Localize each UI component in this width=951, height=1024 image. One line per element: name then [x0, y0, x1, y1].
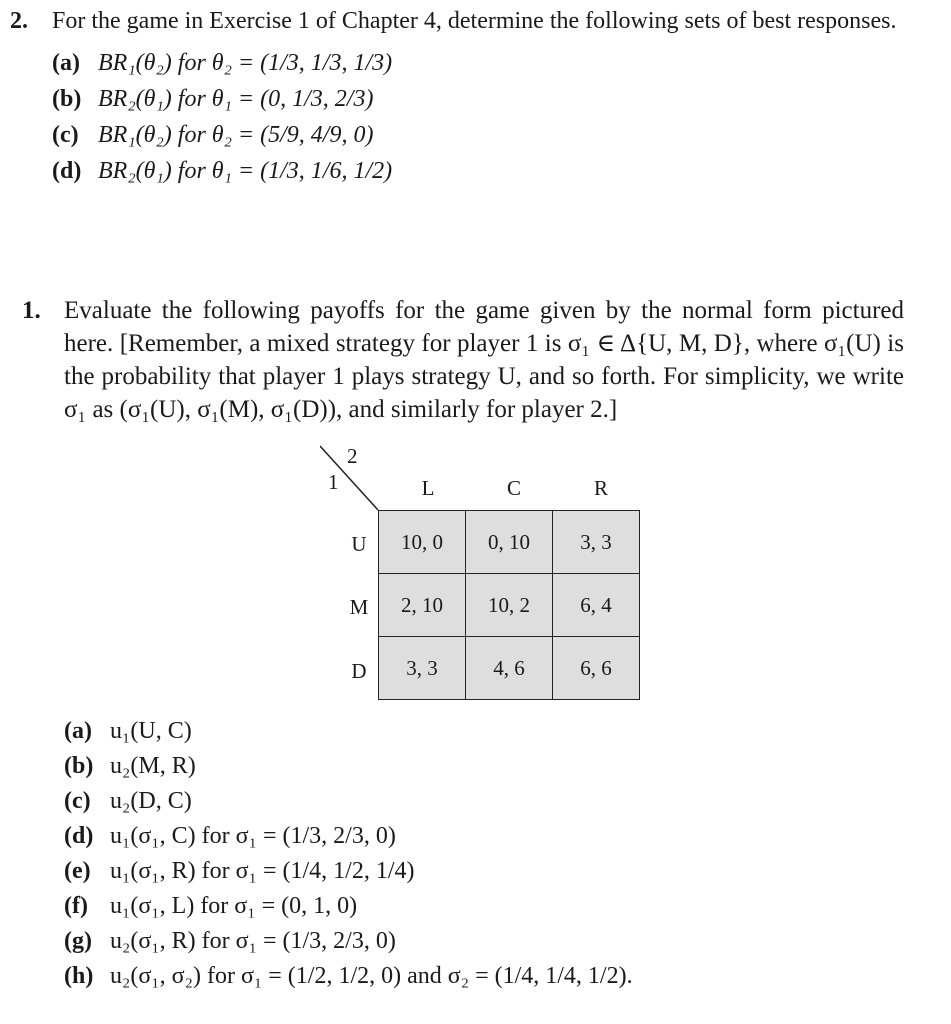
part-label: (f) — [64, 893, 88, 919]
payoff-row-d — [379, 637, 640, 700]
part-label: (c) — [64, 788, 91, 814]
part-text: u₂(D, C) — [110, 788, 192, 814]
problem-2-parts — [52, 45, 930, 189]
row-header-m: M — [349, 595, 369, 619]
problem-1-number: 1. — [22, 297, 41, 324]
problem-1-part — [64, 819, 633, 854]
payoff-cell: 0, 10 — [466, 511, 553, 574]
problem-1-part — [64, 784, 633, 819]
column-header-c: C — [506, 476, 521, 500]
part-text: BR₂(θ₁) for θ₁ = (0, 1/3, 2/3) — [98, 86, 374, 112]
part-label: (a) — [64, 718, 92, 744]
problem-1-part — [64, 714, 633, 749]
row-header-d: D — [351, 659, 367, 683]
payoff-cell: 3, 3 — [553, 511, 640, 574]
part-text: u₁(σ₁, L) for σ₁ = (0, 1, 0) — [110, 893, 358, 919]
problem-2-part — [52, 153, 930, 189]
part-label: (c) — [52, 122, 79, 148]
problem-1-part — [64, 889, 633, 924]
part-text: BR₁(θ₂) for θ₂ = (1/3, 1/3, 1/3) — [98, 50, 393, 76]
part-text: BR₂(θ₁) for θ₁ = (1/3, 1/6, 1/2) — [98, 158, 393, 184]
payoff-cell: 10, 2 — [466, 574, 553, 637]
column-header-r: R — [593, 476, 608, 500]
part-text: u₂(M, R) — [110, 753, 196, 779]
problem-2-part — [52, 45, 930, 81]
payoff-cell: 10, 0 — [379, 511, 466, 574]
part-label: (g) — [64, 928, 92, 954]
part-text: u₁(U, C) — [110, 718, 192, 744]
problem-2-part — [52, 81, 930, 117]
part-label: (d) — [64, 823, 94, 849]
part-label: (a) — [52, 50, 80, 76]
player-1-label: 1 — [328, 470, 339, 494]
part-text: u₂(σ₁, R) for σ₁ = (1/3, 2/3, 0) — [110, 928, 396, 954]
problem-2 — [10, 6, 930, 189]
part-label: (h) — [64, 963, 94, 989]
part-text: BR₁(θ₂) for θ₂ = (5/9, 4/9, 0) — [98, 122, 374, 148]
player-2-label: 2 — [347, 444, 358, 468]
row-header-u: U — [351, 532, 367, 556]
payoff-row-u — [379, 511, 640, 574]
problem-1-parts — [64, 714, 633, 994]
problem-1-part — [64, 749, 633, 784]
payoff-row-m — [379, 574, 640, 637]
part-label: (d) — [52, 158, 82, 184]
payoff-cell: 3, 3 — [379, 637, 466, 700]
problem-2-intro: For the game in Exercise 1 of Chapter 4, determine the following sets of best responses. — [52, 8, 897, 34]
part-text: u₁(σ₁, C) for σ₁ = (1/3, 2/3, 0) — [110, 823, 396, 849]
column-header-l: L — [421, 476, 435, 500]
payoff-cell: 2, 10 — [379, 574, 466, 637]
payoff-cell: 6, 6 — [553, 637, 640, 700]
part-text: u₁(σ₁, R) for σ₁ = (1/4, 1/2, 1/4) — [110, 858, 415, 884]
problem-1 — [22, 294, 922, 426]
normal-form-game — [320, 444, 650, 714]
payoff-cell: 6, 4 — [553, 574, 640, 637]
part-label: (b) — [64, 753, 94, 779]
problem-1-intro: Evaluate the following payoffs for the game given by the normal form pictured here. [Remember, a mixed strategy for player 1 is σ₁ ∈ Δ{U, M, D}, where σ₁(U) is the probability that player 1 plays strategy U, and so forth. For simplicity, we write σ₁ as (σ₁(U), σ₁(M), σ₁(D)), and similarly for player 2.] — [64, 297, 904, 423]
part-text: u₂(σ₁, σ₂) for σ₁ = (1/2, 1/2, 0) and σ₂ = (1/4, 1/4, 1/2). — [110, 963, 633, 989]
problem-1-part — [64, 959, 633, 994]
problem-2-part — [52, 117, 930, 153]
problem-2-number: 2. — [10, 8, 28, 34]
part-label: (b) — [52, 86, 82, 112]
payoff-cell: 4, 6 — [466, 637, 553, 700]
part-label: (e) — [64, 858, 91, 884]
problem-1-part — [64, 854, 633, 889]
problem-1-part — [64, 924, 633, 959]
payoff-matrix — [378, 510, 640, 700]
